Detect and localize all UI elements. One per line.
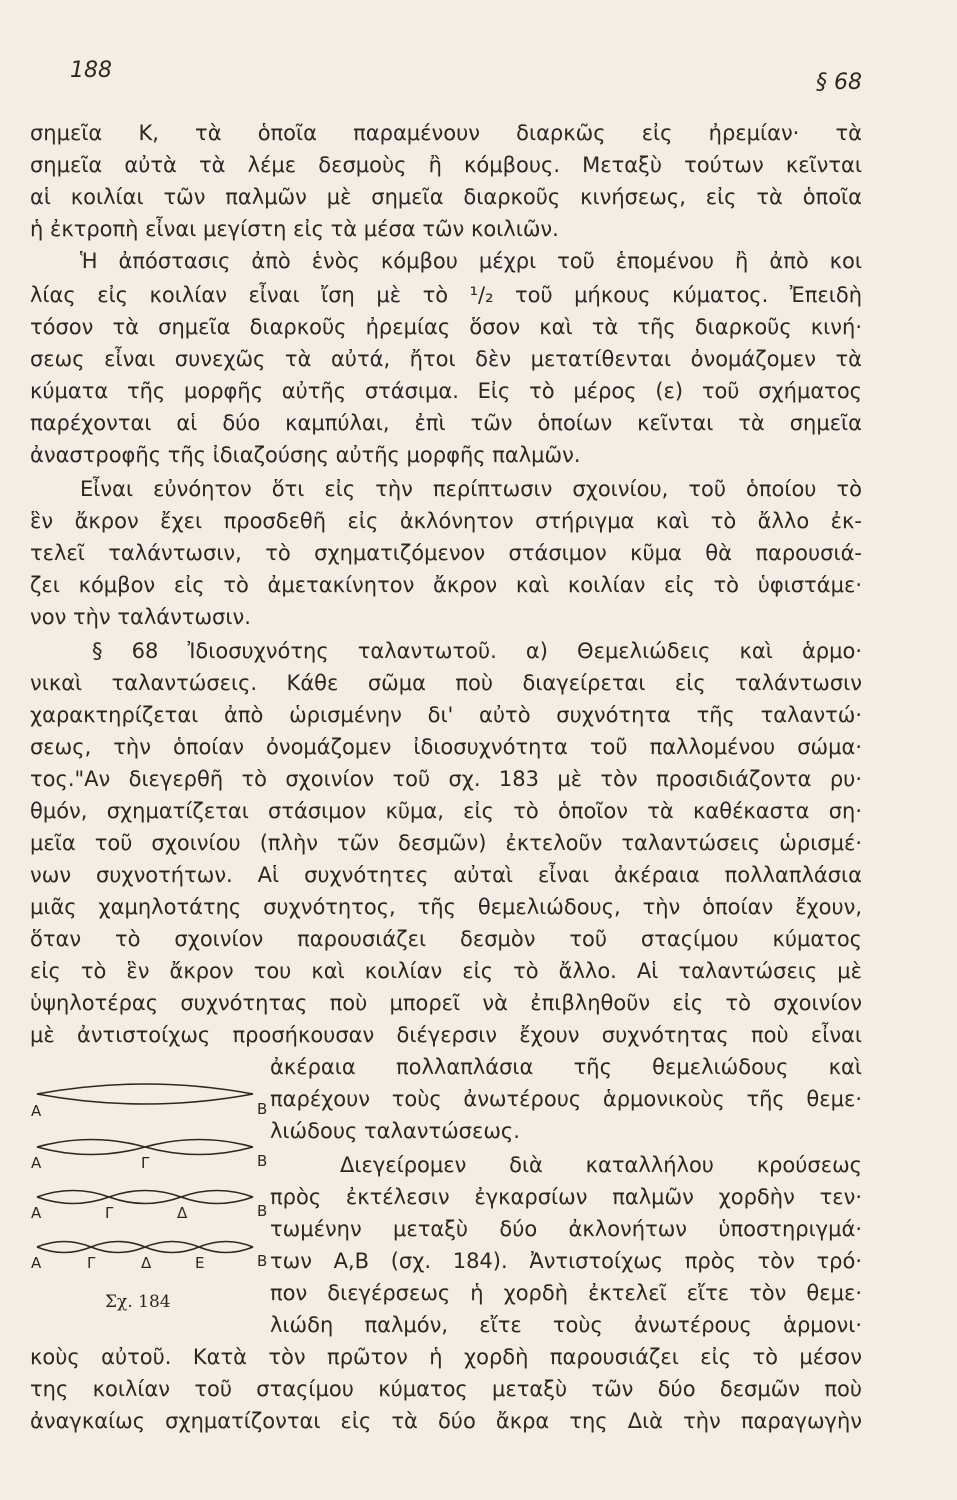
label-b: Β [257,1100,268,1118]
page-header [0,58,957,98]
wave-curve-lower [37,1247,253,1253]
text-line: πρὸς ἐκτέλεσιν ἐγκαρσίων παλμῶν χορδὴν τεν· [270,1185,862,1209]
standing-wave-diagram [25,1072,275,1292]
text-line: τελεῖ ταλάντωσιν, τὸ σχηματιζόμενον στάσιμον κῦμα θὰ παρουσιά- [30,541,862,565]
text-line: ἡ ἐκτροπὴ εἶναι μεγίστη εἰς τὰ μέσα τῶν κοιλιῶν. [30,217,559,241]
text-line: μεῖα τοῦ σχοινίου (πλὴν τῶν δεσμῶν) ἐκτελοῦν ταλαντώσεις ὡρισμέ· [30,831,862,855]
text-line: νικαὶ ταλαντώσεις. Κάθε σῶμα ποὺ διαγείρεται εἰς ταλάντωσιν [30,671,862,695]
text-line: νων συχνοτήτων. Αἱ συχνότητες αὐταὶ εἶναι ἀκέραια πολλαπλάσια [30,863,862,887]
text-line: λιώδη παλμόν, εἴτε τοὺς ἀνωτέρους ἁρμονι· [270,1313,862,1337]
label-d: Δ [141,1254,152,1272]
text-line: μὲ ἀντιστοίχως προσήκουσαν διέγερσιν ἔχουν συχνότητας ποὺ εἶναι [30,1023,862,1047]
page-number: 188 [70,58,112,83]
wave-curve-upper [37,1084,253,1094]
text-line: λιώδους ταλαντώσεως. [270,1119,520,1143]
text-line: σεως, τὴν ὁποίαν ὀνομάζομεν ἰδιοσυχνότητα τοῦ παλλομένου σώμα· [30,735,862,759]
text-line: της κοιλίαν τοῦ σταςίμου κύματος μεταξὺ τῶν δύο δεσμῶν ποὺ [30,1377,862,1401]
text-line: Εἶναι εὐνόητον ὅτι εἰς τὴν περίπτωσιν σχοινίου, τοῦ ὁποίου τὸ [80,477,862,501]
label-a: Α [31,1254,42,1272]
label-b: Β [257,1252,268,1270]
label-g: Γ [105,1204,114,1222]
text-line: λίας εἰς κοιλίαν εἶναι ἴση μὲ τὸ ¹/₂ τοῦ μήκους κύματος. Ἐπειδὴ [30,283,862,307]
text-line: σημεῖα αὐτὰ τὰ λέμε δεσμοὺς ἢ κόμβους. Μεταξὺ τούτων κεῖνται [30,153,862,177]
text-line: σημεῖα Κ, τὰ ὁποῖα παραμένουν διαρκῶς εἰς ἠρεμίαν· τὰ [30,121,862,145]
section-heading: § 68 Ἰδιοσυχνότης ταλαντωτοῦ. α) Θεμελιώδεις καὶ ἁρμο· [92,639,862,663]
text-line: ἀκέραια πολλαπλάσια τῆς θεμελιώδους καὶ [270,1055,862,1079]
label-b: Β [257,1202,268,1220]
label-e: Ε [195,1254,205,1272]
text-line: ἀναστροφῆς τῆς ἰδιαζούσης αὐτῆς μορφῆς παλμῶν. [30,443,581,467]
text-line: τος."Αν διεγερθῆ τὸ σχοινίον τοῦ σχ. 183 μὲ τὸν προσιδιάζοντα ρυ· [30,767,862,791]
text-line: ἓν ἄκρον ἔχει προσδεθῆ εἰς ἀκλόνητον στήριγμα καὶ τὸ ἄλλο ἐκ- [30,509,862,533]
text-line: παρέχονται αἱ δύο καμπύλαι, ἐπὶ τῶν ὁποίων κεῖνται τὰ σημεῖα [30,411,862,435]
wave-curve-upper [37,1191,253,1198]
text-line: παρέχουν τοὺς ἀνωτέρους ἁρμονικοὺς τῆς θεμε· [270,1087,862,1111]
text-line: κύματα τῆς μορφῆς αὐτῆς στάσιμα. Εἰς τὸ μέρος (ε) τοῦ σχήματος [30,379,862,403]
wave-curve-lower [37,1094,253,1104]
text-line: Ἡ ἀπόστασις ἀπὸ ἑνὸς κόμβου μέχρι τοῦ ἑπομένου ἢ ἀπὸ κοι [80,249,862,273]
text-line: χαρακτηρίζεται ἀπὸ ὡρισμένην δι' αὐτὸ συχνότητα τῆς ταλαντώ· [30,703,862,727]
label-b: Β [257,1152,268,1170]
label-g: Γ [87,1254,96,1272]
text-line: τόσον τὰ σημεῖα διαρκοῦς ἠρεμίας ὅσον καὶ τὰ τῆς διαρκοῦς κινή· [30,315,862,339]
text-line: σεως εἶναι συνεχῶς τὰ αὐτά, ἤτοι δὲν μετατίθενται ὀνομάζομεν τὰ [30,347,862,371]
text-line: ὅταν τὸ σχοινίον παρουσιάζει δεσμὸν τοῦ σταςίμου κύματος [30,927,862,951]
text-line: αἱ κοιλίαι τῶν παλμῶν μὲ σημεῖα διαρκοῦς κινήσεως, εἰς τὰ ὁποῖα [30,185,862,209]
label-a: Α [31,1154,42,1172]
text-line: εἰς τὸ ἓν ἄκρον του καὶ κοιλίαν εἰς τὸ ἄλλο. Αἱ ταλαντώσεις μὲ [30,959,862,983]
figure-caption: Σχ. 184 [105,1292,171,1312]
text-line: πον διεγέρσεως ἡ χορδὴ ἐκτελεῖ εἴτε τὸν θεμε· [270,1281,862,1305]
text-line: κοὺς αὐτοῦ. Κατὰ τὸν πρῶτον ἡ χορδὴ παρουσιάζει εἰς τὸ μέσον [30,1345,862,1369]
text-line: ἀναγκαίως σχηματίζονται εἰς τὰ δύο ἄκρα της Διὰ τὴν παραγωγὴν [30,1409,862,1433]
wave-curve-lower [37,1197,253,1204]
text-line: τωμένην μεταξὺ δύο ἀκλονήτων ὑποστηριγμά· [270,1217,862,1241]
label-a: Α [31,1204,42,1222]
text-line: ὑψηλοτέρας συχνότητας ποὺ μπορεῖ νὰ ἐπιβληθοῦν εἰς τὸ σχοινίον [30,991,862,1015]
figure-184 [25,1072,275,1312]
text-line: των Α,Β (σχ. 184). Ἀντιστοίχως πρὸς τὸν τρό· [270,1249,862,1273]
label-d: Δ [177,1204,188,1222]
text-line: μιᾶς χαμηλοτάτης συχνότητος, τῆς θεμελιώδους, τὴν ὁποίαν ἔχουν, [30,895,862,919]
text-line: ζει κόμβον εἰς τὸ ἀμετακίνητον ἄκρον καὶ κοιλίαν εἰς τὸ ὑφιστάμε· [30,573,862,597]
text-line: θμόν, σχηματίζεται στάσιμον κῦμα, εἰς τὸ ὁποῖον τὰ καθέκαστα ση· [30,799,862,823]
wave-curve-upper [37,1140,253,1148]
section-marker: § 68 [816,70,862,95]
text-line: Διεγείρομεν διὰ καταλλήλου κρούσεως [340,1153,862,1177]
label-a: Α [31,1102,42,1120]
text-line: νον τὴν ταλάντωσιν. [30,605,251,629]
label-g: Γ [141,1154,150,1172]
